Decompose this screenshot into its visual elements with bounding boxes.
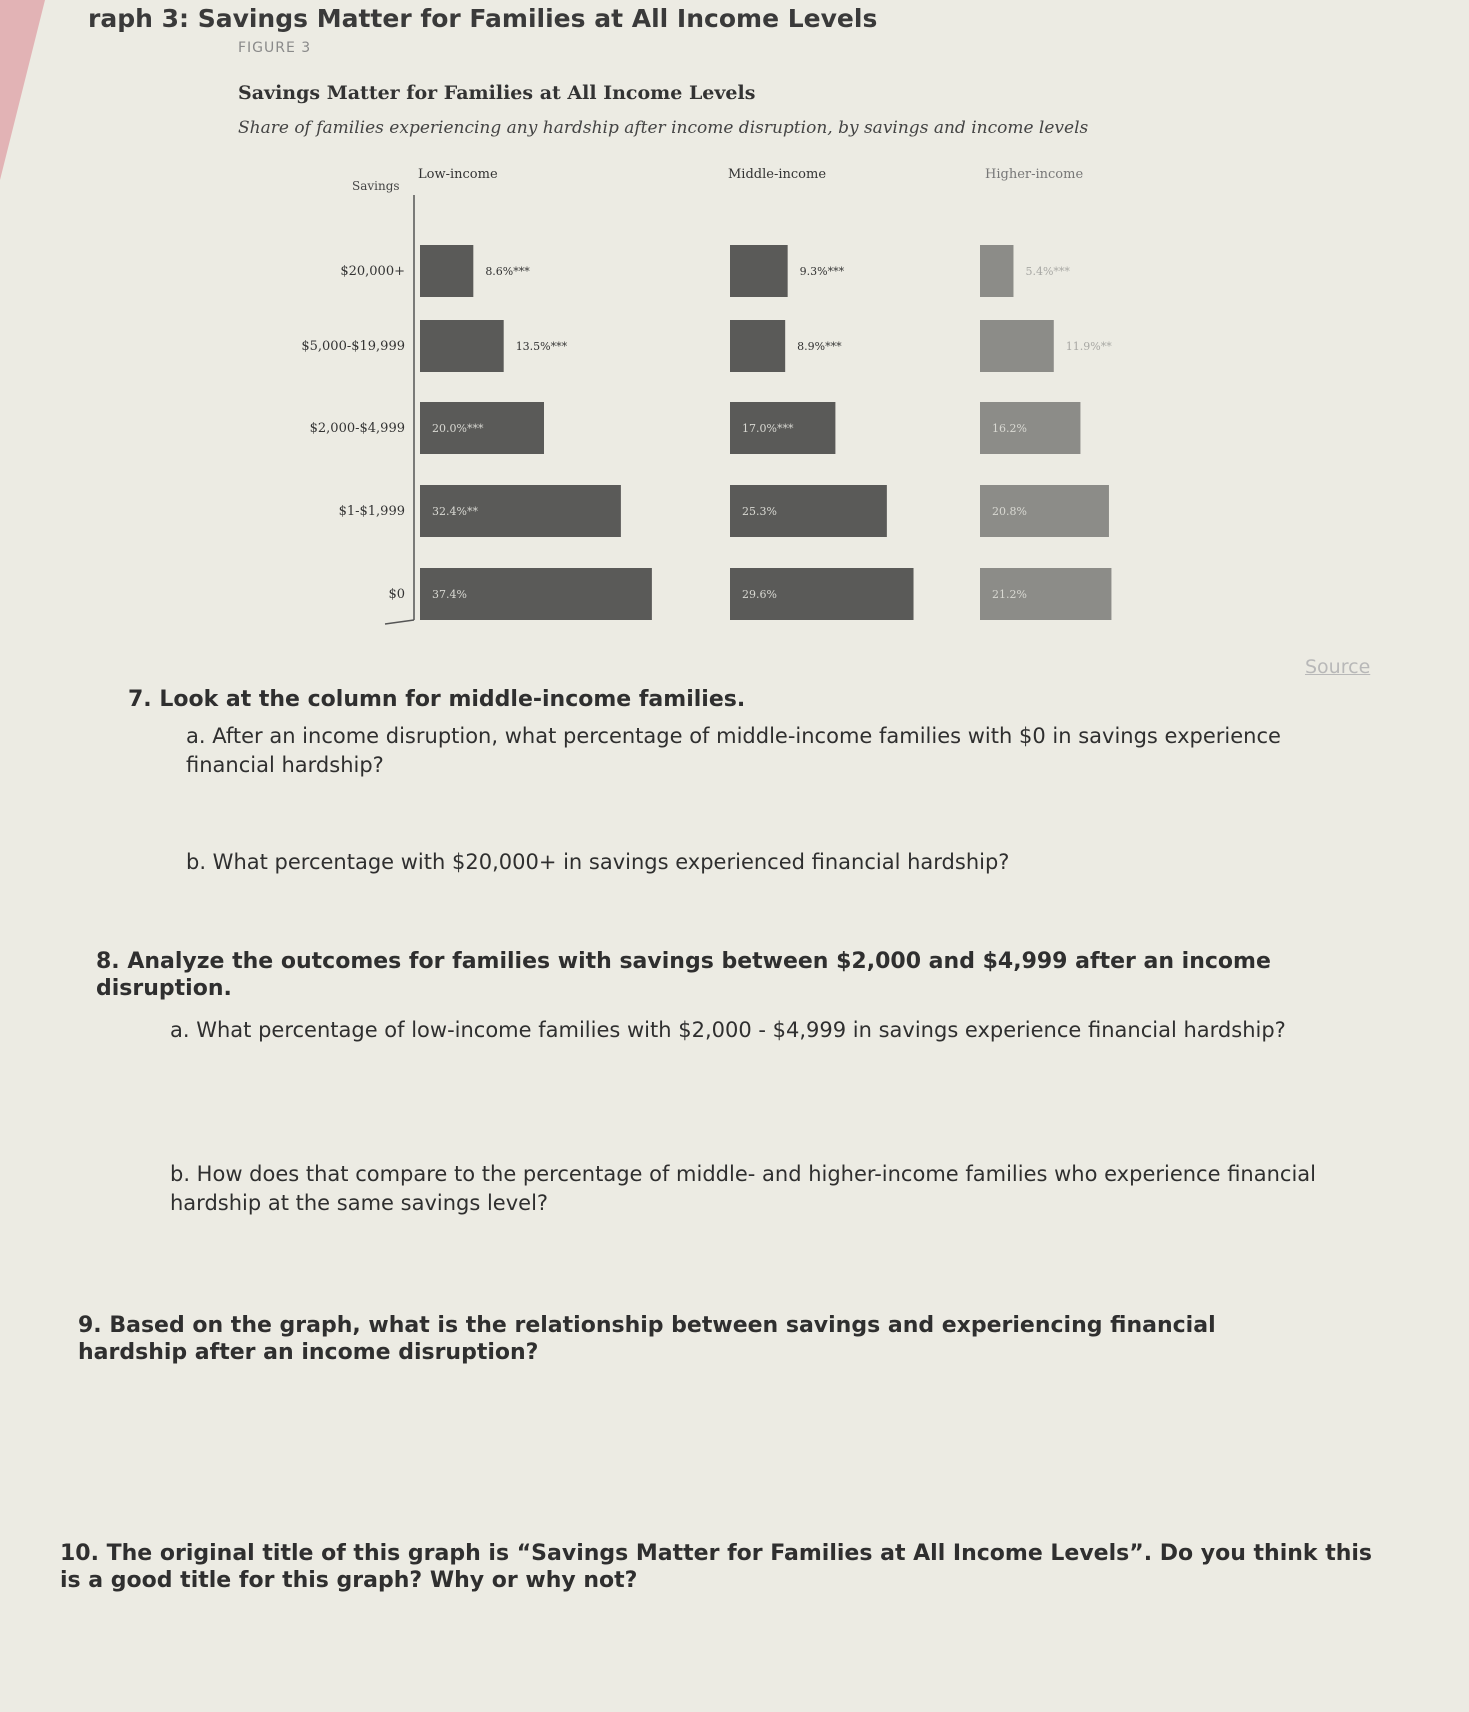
bar: [420, 245, 473, 297]
bar: [980, 245, 1013, 297]
question-8: 8. Analyze the outcomes for families with savings between $2,000 and $4,999 after an income disruption.: [96, 949, 1271, 1001]
bar: [730, 245, 788, 297]
page-heading: raph 3: Savings Matter for Families at All Income Levels: [88, 4, 878, 33]
data-label: 11.9%**: [1065, 340, 1112, 353]
question-9: 9. Based on the graph, what is the relationship between savings and experiencing financial hardship after an income disruption?: [78, 1313, 1216, 1365]
panel-title: Middle-income: [728, 167, 827, 182]
category-label: $5,000-$19,999: [301, 339, 405, 354]
question-7: 7. Look at the column for middle-income families.: [128, 687, 746, 712]
category-label: $2,000-$4,999: [309, 421, 405, 436]
question-10: 10. The original title of this graph is “Savings Matter for Families at All Income Levels”. Do you think this is a good title for this graph? Why or why not?: [60, 1541, 1373, 1593]
category-label: $1-$1,999: [338, 504, 405, 519]
data-label: 32.4%**: [432, 505, 478, 518]
y-axis-foot: [385, 620, 414, 624]
data-label: 13.5%***: [515, 340, 568, 353]
figure-label: FIGURE 3: [238, 40, 312, 56]
question-7b: b. What percentage with $20,000+ in savings experienced financial hardship?: [186, 850, 1010, 874]
data-label: 20.8%: [992, 505, 1027, 518]
data-label: 25.3%: [742, 505, 777, 518]
figure-subtitle: Share of families experiencing any hardship after income disruption, by savings and income levels: [238, 118, 1089, 138]
savings-hardship-chart: [0, 150, 1469, 670]
data-label: 20.0%***: [432, 422, 484, 435]
data-label: 8.6%***: [485, 265, 530, 278]
panel-title: Higher-income: [985, 167, 1084, 182]
panel-title: Low-income: [418, 167, 498, 182]
data-label: 37.4%: [432, 588, 467, 601]
bar: [730, 320, 785, 372]
y-axis-title: Savings: [352, 179, 400, 193]
question-8a: a. What percentage of low-income families with $2,000 - $4,999 in savings experience financial hardship?: [170, 1018, 1286, 1042]
bar: [980, 320, 1054, 372]
question-7a: a. After an income disruption, what percentage of middle-income families with $0 in savings experience financial hardship?: [186, 724, 1281, 777]
source-link[interactable]: Source: [1305, 656, 1371, 678]
data-label: 8.9%***: [797, 340, 842, 353]
category-label: $0: [388, 587, 405, 602]
bar: [420, 320, 504, 372]
data-label: 5.4%***: [1025, 265, 1070, 278]
data-label: 16.2%: [992, 422, 1027, 435]
data-label: 21.2%: [992, 588, 1027, 601]
category-label: $20,000+: [340, 264, 405, 279]
data-label: 29.6%: [742, 588, 777, 601]
figure-title: Savings Matter for Families at All Income Levels: [238, 82, 756, 104]
data-label: 9.3%***: [799, 265, 845, 278]
question-8b: b. How does that compare to the percentage of middle- and higher-income families who experience financial hardship at the same savings level?: [170, 1162, 1316, 1215]
data-label: 17.0%***: [742, 422, 794, 435]
